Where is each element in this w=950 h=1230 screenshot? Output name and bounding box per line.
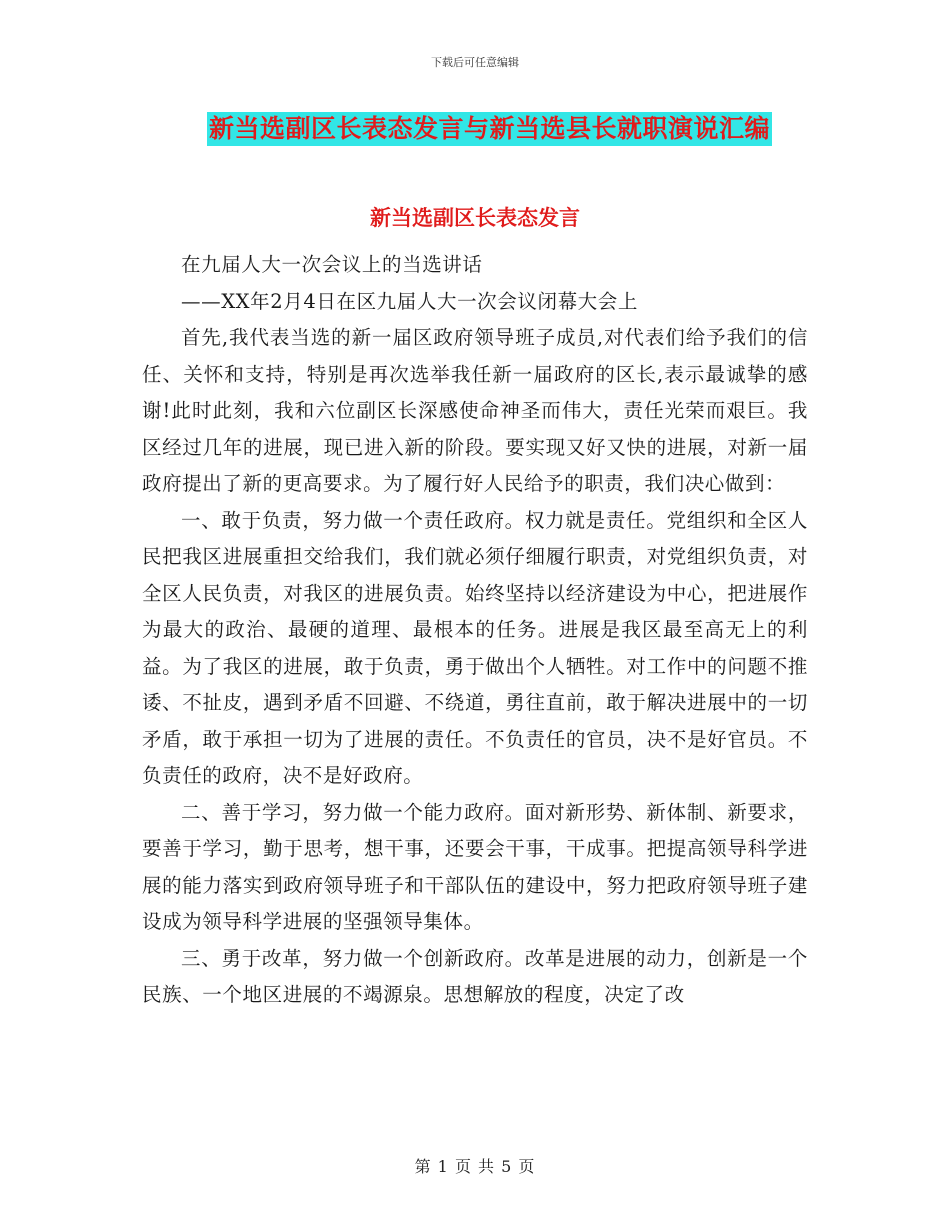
page-header-note: 下载后可任意编辑	[431, 56, 519, 69]
paragraph-speech-title: 在九届人大一次会议上的当选讲话	[181, 253, 483, 276]
document-body	[142, 247, 808, 1014]
section-title: 新当选副区长表态发言	[370, 206, 580, 230]
paragraph-intro: 首先,我代表当选的新一届区政府领导班子成员,对代表们给予我们的信任、关怀和支持，特别是再次选举我任新一届政府的区长,表示最诚挚的感谢!此时此刻，我和六位副区长深感使命神圣而伟大，责任光荣而艰巨。我区经过几年的进展，现已进入新的阶段。要实现又好又快的进展，对新一届政府提出了新的更高要求。为了履行好人民给予的职责，我们决心做到：	[142, 326, 808, 495]
paragraph-point-three: 三、勇于改革，努力做一个创新政府。改革是进展的动力，创新是一个民族、一个地区进展的不竭源泉。思想解放的程度，决定了改	[142, 946, 808, 1006]
paragraph-point-two: 二、善于学习，努力做一个能力政府。面对新形势、新体制、新要求，要善于学习，勤于思考，想干事，还要会干事，干成事。把提高领导科学进展的能力落实到政府领导班子和干部队伍的建设中，努力把政府领导班子建设成为领导科学进展的坚强领导集体。	[142, 800, 808, 933]
paragraph-point-one: 一、敢于负责，努力做一个责任政府。权力就是责任。党组织和全区人民把我区进展重担交给我们，我们就必须仔细履行职责，对党组织负责，对全区人民负责，对我区的进展负责。始终坚持以经济建设为中心，把进展作为最大的政治、最硬的道理、最根本的任务。进展是我区最至高无上的利益。为了我区的进展，敢于负责，勇于做出个人牺牲。对工作中的问题不推诿、不扯皮，遇到矛盾不回避、不绕道，勇往直前，敢于解决进展中的一切矛盾，敢于承担一切为了进展的责任。不负责任的官员，决不是好官员。不负责任的政府，决不是好政府。	[142, 508, 808, 787]
page-number-footer: 第 1 页 共 5 页	[414, 1157, 536, 1176]
paragraph-speech-date: ——XX年2月4日在区九届人大一次会议闭幕大会上	[181, 289, 638, 313]
document-title: 新当选副区长表态发言与新当选县长就职演说汇编	[207, 112, 772, 146]
